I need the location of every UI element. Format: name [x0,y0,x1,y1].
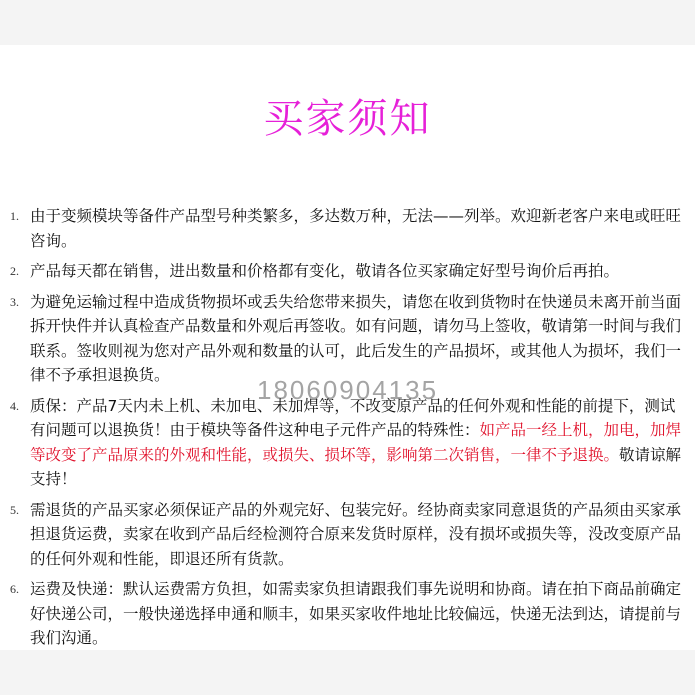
notice-text: 质保：产品7天内未上机、未加电、未加焊等，不改变原产品的任何外观和性能的前提下，测试有问题可以退换货！由于模块等备件这种电子元件产品的特殊性： [30,396,676,439]
notice-text: 为避免运输过程中造成货物损坏或丢失给您带来损失，请您在收到货物时在快递员未离开前当面拆开快件并认真检查产品数量和外观后再签收。如有问题，请勿马上签收，敬请第一时间与我们联系。签收则视为您对产品外观和数量的认可，此后发生的产品损坏，或其他人为损坏，我们一律不予承担退换货。 [30,292,682,384]
notice-text: 需退货的产品买家必须保证产品的外观完好、包装完好。经协商卖家同意退货的产品须由买家承担退货运费，卖家在收到产品后经检测符合原来发货时原样，没有损坏或损失等，没改变原产品的任何外观和性能，即退还所有货款。 [30,500,682,568]
notice-list [10,204,682,657]
notice-item-1 [10,204,682,253]
notice-item-6 [10,577,682,651]
notice-number: 4. [10,398,19,413]
notice-number: 6. [10,582,19,596]
notice-number: 3. [10,294,19,309]
notice-text: 敬请谅解支持！ [30,445,682,488]
phone-watermark: 18060904135 [257,375,439,405]
notice-warning-text: 如产品一经上机，加电，加焊等改变了产品原来的外观和性能，或损失、损坏等，影响第二次销售，一律不予退换。 [30,421,682,464]
notice-number: 1. [10,209,19,223]
notice-text: 产品每天都在销售，进出数量和价格都有变化，敬请各位买家确定好型号询价后再拍。 [30,262,620,280]
notice-item-5 [10,498,682,572]
notice-item-4 [10,394,682,492]
notice-number: 2. [10,264,19,278]
page-title: 买家须知 [263,96,432,142]
notice-number: 5. [10,502,19,517]
notice-sheet [0,45,695,650]
notice-item-2 [10,259,682,284]
notice-text: 由于变频模块等备件产品型号种类繁多，多达数万种，无法——列举。欢迎新老客户来电或旺旺咨询。 [30,207,682,250]
notice-item-3 [10,290,682,388]
notice-text: 运费及快递：默认运费需方负担，如需卖家负担请跟我们事先说明和协商。请在拍下商品前确定好快递公司，一般快递选择申通和顺丰，如果买家收件地址比较偏远，快递无法到达，请提前与我们沟通。 [30,580,682,647]
